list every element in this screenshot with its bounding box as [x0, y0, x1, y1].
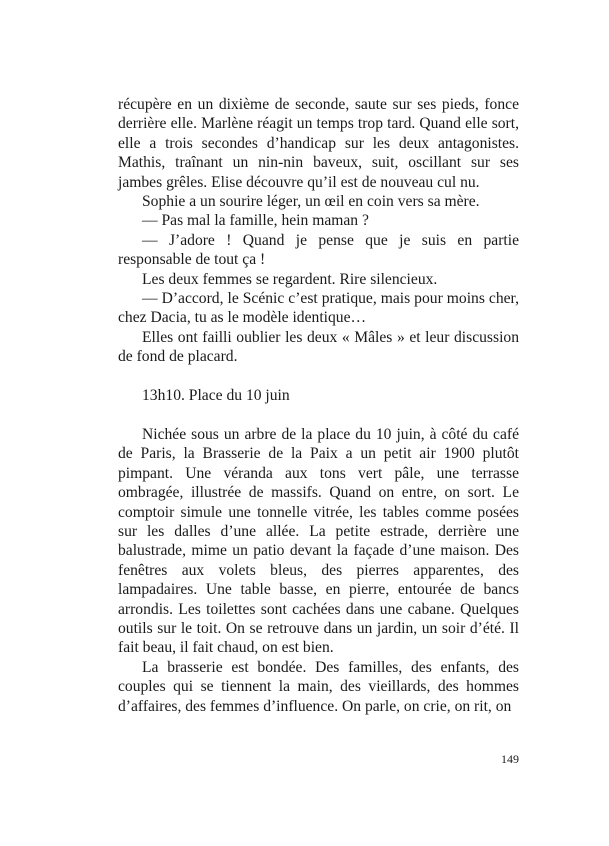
paragraph: Sophie a un sourire léger, un œil en coin vers sa mère. [142, 193, 480, 211]
dialogue-line: — D’accord, le Scénic c’est pratique, mais pour moins cher, chez Dacia, tu as le modèle identique… [118, 290, 519, 327]
paragraph-continuation: récupère en un dixième de seconde, saute sur ses pieds, fonce derrière elle. Marlène réagit un temps trop tard. Quand elle sort, elle a trois secondes d’handicap sur les deux antagonistes. Mathis, traînant un nin-nin baveux, suit, oscillant sur ses jambes grêles. Elise découvre qu’il est de nouveau cul nu. [118, 96, 519, 191]
section-heading: 13h10. Place du 10 juin [142, 387, 290, 405]
page-body [118, 95, 519, 716]
dialogue-line: — J’adore ! Quand je pense que je suis en partie responsable de tout ça ! [118, 231, 519, 269]
dialogue-line: — Pas mal la famille, hein maman ? [142, 212, 369, 230]
paragraph: Nichée sous un arbre de la place du 10 juin, à côté du café de Paris, la Brasserie de la Paix a un petit air 1900 plutôt pimpant. Une véranda aux tons vert pâle, une terrasse ombragée, illustrée de massifs. Quand on entre, on sort. Le comptoir simule une tonnelle vitrée, les tables comme posées sur les dalles d’une allée. La petite estrade, derrière une balustrade, mime un patio devant la façade d’une maison. Des fenêtres aux volets bleus, des pierres apparentes, des lampadaires. Une table basse, en pierre, entourée de bancs arrondis. Les toilettes sont cachées dans une cabane. Quelques outils sur le toit. On se retrouve dans un jardin, un soir d’été. Il fait beau, il fait chaud, on est bien. [118, 425, 519, 657]
paragraph: Elles ont failli oublier les deux « Mâles » et leur discussion de fond de placard. [118, 328, 519, 366]
page-number: 149 [501, 752, 519, 766]
paragraph: Les deux femmes se regardent. Rire silencieux. [142, 270, 438, 288]
paragraph: La brasserie est bondée. Des familles, des enfants, des couples qui se tiennent la main, des vieillards, des hommes d’affaires, des femmes d’influence. On parle, on crie, on rit, on [118, 658, 519, 715]
